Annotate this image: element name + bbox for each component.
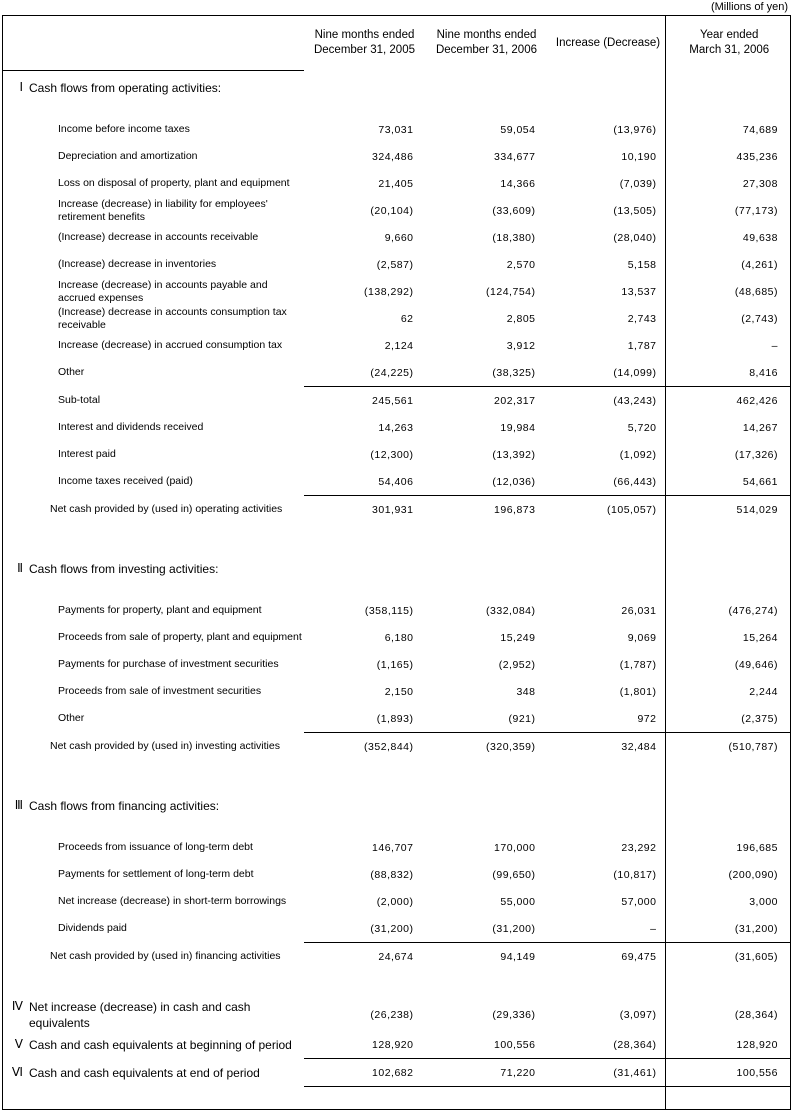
footer-cell: [426, 1087, 548, 1110]
row-value-year: (4,261): [669, 251, 791, 278]
table-body: [3, 71, 791, 1110]
table-row: [3, 651, 791, 678]
row-label: Payments for settlement of long-term debt: [58, 868, 254, 880]
cell-empty: [426, 71, 548, 106]
row-value-change: (14,099): [613, 366, 657, 379]
cell-empty: [304, 789, 426, 823]
row-value-year: 27,308: [669, 170, 791, 197]
row-value-year: (17,326): [669, 441, 791, 468]
row-value-year: 15,264: [669, 624, 791, 651]
row-label: Depreciation and amortization: [58, 150, 198, 162]
row-value-2006: 94,149: [426, 943, 548, 971]
cell-empty: [548, 71, 669, 106]
spacer-cell: [304, 760, 426, 789]
row-label: Payments for purchase of investment securities: [58, 658, 279, 670]
row-value-2005: 14,263: [378, 421, 414, 434]
row-value-2006: (2,952): [498, 658, 536, 671]
section-label-financing: Ⅲ Cash flows from financing activities:: [3, 789, 304, 823]
row-value-change: 32,484: [548, 733, 669, 761]
row-label: Increase (decrease) in accounts payable and accrued expenses: [58, 279, 268, 304]
row-value-year: –: [669, 332, 791, 359]
row-value-change: 69,475: [548, 943, 669, 971]
row-label: (Increase) decrease in accounts consumption tax receivable: [58, 306, 287, 331]
table-row: [3, 251, 791, 278]
section-heading-operating: [3, 71, 791, 106]
row-value-2006: 170,000: [494, 841, 536, 854]
row-value-2006: (18,380): [492, 231, 536, 244]
spacer-cell: [426, 523, 548, 552]
spacer-cell: [669, 970, 791, 999]
row-value-year: (48,685): [669, 278, 791, 305]
row-value-2006: 348: [516, 685, 536, 698]
row-value-year: 74,689: [669, 116, 791, 143]
row-value-2006: (320,359): [426, 733, 548, 761]
table-row: [3, 705, 791, 733]
row-label: Increase (decrease) in liability for employees' retirement benefits: [58, 198, 268, 223]
footer-cell: [3, 1087, 304, 1110]
row-label: Interest paid: [58, 448, 116, 460]
table-row: [3, 888, 791, 915]
section-roman-2: Ⅱ: [17, 561, 23, 575]
row-value-2006: 202,317: [426, 387, 548, 415]
table-row: [3, 468, 791, 496]
row-value-2005: 24,674: [304, 943, 426, 971]
units-caption: (Millions of yen): [710, 1, 788, 13]
row-value-year: 2,244: [669, 678, 791, 705]
row-value-2005: (352,844): [304, 733, 426, 761]
spacer-cell: [426, 105, 548, 116]
row-label: Dividends paid: [58, 922, 127, 935]
row-label: Ⅵ Cash and cash equivalents at end of period: [3, 1059, 304, 1087]
row-value-change: (31,461): [548, 1059, 669, 1087]
row-roman-6: Ⅵ: [11, 1064, 23, 1079]
cell-empty: [304, 552, 426, 586]
row-label: Interest and dividends received: [58, 421, 204, 433]
spacer-cell: [3, 760, 304, 789]
footer-cell: [548, 1087, 669, 1110]
header-col-1-line1: Nine months ended: [314, 29, 415, 42]
header-col-nine-months-2005: [304, 16, 426, 71]
spacer-cell: [548, 586, 669, 597]
row-value-2005: 146,707: [372, 841, 414, 854]
row-value-2006: 2,570: [506, 258, 536, 271]
spacer-cell: [304, 970, 426, 999]
row-value-2006: 19,984: [500, 421, 536, 434]
header-row: [3, 16, 791, 71]
row-label: Payments for property, plant and equipment: [58, 604, 262, 616]
row-label: Proceeds from issuance of long-term debt: [58, 841, 253, 853]
table-row: [3, 359, 791, 387]
row-value-2006: (13,392): [492, 448, 536, 461]
row-value-year: 3,000: [669, 888, 791, 915]
row-value-change: 13,537: [621, 285, 657, 298]
header-col-nine-months-2006: [426, 16, 548, 71]
table-row: [3, 861, 791, 888]
row-value-2005: (12,300): [370, 448, 414, 461]
spacer-cell: [304, 823, 426, 834]
row-value-2005: (1,165): [376, 658, 414, 671]
row-roman-4: Ⅳ: [11, 999, 23, 1013]
footer-cell: [304, 1087, 426, 1110]
row-value-2005: 9,660: [384, 231, 414, 244]
row-value-change: 1,787: [627, 339, 657, 352]
row-label: Income before income taxes: [58, 123, 190, 135]
row-roman-5: Ⅴ: [14, 1036, 23, 1051]
row-label: Loss on disposal of property, plant and equipment: [58, 177, 290, 189]
row-value-change: (3,097): [619, 1009, 657, 1021]
table-row: [3, 305, 791, 332]
table-row: [3, 170, 791, 197]
row-value-2006: (12,036): [492, 475, 536, 488]
spacer-cell: [669, 523, 791, 552]
spacer-row: [3, 823, 791, 834]
row-value-2005: (358,115): [364, 604, 414, 617]
spacer-cell: [3, 970, 304, 999]
section-label-operating: Ⅰ Cash flows from operating activities:: [3, 71, 304, 106]
row-value-2005: 301,931: [304, 496, 426, 524]
row-value-2006: (33,609): [492, 204, 536, 217]
cell-empty: [548, 552, 669, 586]
row-value-2005: (20,104): [370, 204, 414, 217]
row-value-change: 2,743: [627, 312, 657, 325]
table-row: [3, 116, 791, 143]
spacer-cell: [426, 586, 548, 597]
spacer-cell: [548, 105, 669, 116]
table-row: [3, 224, 791, 251]
header-col-increase-decrease: [548, 16, 669, 71]
row-value-year: (49,646): [669, 651, 791, 678]
table-row: [3, 441, 791, 468]
spacer-cell: [548, 760, 669, 789]
spacer-cell: [3, 586, 304, 597]
row-value-2006: 55,000: [500, 895, 536, 908]
cell-empty: [548, 789, 669, 823]
table-row: [3, 678, 791, 705]
row-value-2006: (38,325): [492, 366, 536, 379]
spacer-row: [3, 105, 791, 116]
row-value-2006: (332,084): [486, 604, 536, 617]
table-row-subtotal: [3, 387, 791, 415]
spacer-cell: [304, 586, 426, 597]
footer-cell: [669, 1087, 791, 1110]
spacer-cell: [3, 105, 304, 116]
section-label-investing: Ⅱ Cash flows from investing activities:: [3, 552, 304, 586]
row-value-2005: 21,405: [378, 177, 414, 190]
table-footer-band: [3, 1087, 791, 1110]
row-value-year: (31,605): [669, 943, 791, 971]
row-value-2005: 102,682: [304, 1059, 426, 1087]
row-value-2005: (1,893): [376, 712, 414, 725]
spacer-cell: [3, 823, 304, 834]
spacer-row: [3, 586, 791, 597]
row-label: Proceeds from sale of property, plant and equipment: [58, 631, 302, 643]
table-row: [3, 197, 791, 224]
row-value-year: (510,787): [669, 733, 791, 761]
row-label: Other: [58, 712, 85, 725]
row-value-2006: 334,677: [494, 150, 536, 163]
row-value-change: (28,040): [613, 231, 657, 244]
header-col-4-line2: March 31, 2006: [689, 44, 770, 57]
spacer-cell: [669, 760, 791, 789]
row-value-change: 26,031: [621, 604, 657, 617]
row-value-change: (1,787): [619, 658, 657, 671]
row-value-2006: (29,336): [492, 1009, 536, 1021]
cell-empty: [304, 71, 426, 106]
row-value-change: (13,976): [613, 123, 657, 136]
row-value-2005: 73,031: [378, 123, 414, 136]
row-value-year: 435,236: [669, 143, 791, 170]
row-value-2006: 71,220: [426, 1059, 548, 1087]
row-value-year: 8,416: [669, 359, 791, 387]
row-value-year: (2,743): [669, 305, 791, 332]
row-value-change: 9,069: [627, 631, 657, 644]
spacer-cell: [304, 523, 426, 552]
table-row: [3, 834, 791, 861]
row-value-2006: 100,556: [494, 1038, 536, 1051]
row-value-change: 23,292: [621, 841, 657, 854]
row-value-year: (31,200): [669, 915, 791, 943]
row-value-change: 5,158: [627, 258, 657, 271]
section-roman-3: Ⅲ: [14, 798, 23, 812]
row-value-2006: (31,200): [492, 922, 536, 935]
row-value-year: (476,274): [669, 597, 791, 624]
table-row-net: [3, 496, 791, 524]
cell-empty: [669, 71, 791, 106]
cell-empty: [426, 552, 548, 586]
table-row: [3, 597, 791, 624]
row-value-2006: 14,366: [500, 177, 536, 190]
row-value-change: (1,092): [619, 448, 657, 461]
row-value-2005: 2,124: [384, 339, 414, 352]
row-value-2005: 54,406: [378, 475, 414, 488]
row-value-year: 462,426: [669, 387, 791, 415]
row-value-year: 49,638: [669, 224, 791, 251]
row-value-2005: 128,920: [372, 1038, 414, 1051]
spacer-cell: [426, 970, 548, 999]
row-value-2006: (99,650): [492, 868, 536, 881]
row-value-change: (105,057): [548, 496, 669, 524]
row-label: Net cash provided by (used in) investing activities: [50, 739, 280, 752]
table-row-cash-beginning: [3, 1031, 791, 1059]
table-row: [3, 414, 791, 441]
row-label: Net cash provided by (used in) operating activities: [50, 502, 283, 515]
row-label: Net increase (decrease) in short-term borrowings: [58, 895, 287, 907]
spacer-cell: [669, 823, 791, 834]
row-value-2005: (2,587): [376, 258, 414, 271]
row-value-change: 972: [637, 712, 657, 725]
row-label: Income taxes received (paid): [58, 475, 193, 488]
row-value-change: (7,039): [619, 177, 657, 190]
row-value-year: 54,661: [669, 468, 791, 496]
cell-empty: [669, 789, 791, 823]
spacer-row: [3, 523, 791, 552]
row-value-2006: 196,873: [426, 496, 548, 524]
table-row: [3, 332, 791, 359]
row-value-change: (43,243): [548, 387, 669, 415]
section-roman-1: Ⅰ: [19, 80, 23, 94]
spacer-cell: [304, 105, 426, 116]
header-col-4-line1: Year ended: [700, 29, 759, 42]
row-value-change: (10,817): [613, 868, 657, 881]
row-value-2005: 245,561: [304, 387, 426, 415]
row-value-year: (200,090): [669, 861, 791, 888]
row-value-2005: 6,180: [384, 631, 414, 644]
row-value-2005: (24,225): [370, 366, 414, 379]
row-value-year: 14,267: [669, 414, 791, 441]
row-value-change: 10,190: [621, 150, 657, 163]
row-label: (Increase) decrease in accounts receivable: [58, 231, 259, 243]
row-value-2005: (26,238): [370, 1009, 414, 1021]
row-value-2005: (138,292): [364, 285, 414, 298]
spacer-row: [3, 760, 791, 789]
row-value-year: (77,173): [669, 197, 791, 224]
row-label: Sub-total: [58, 393, 101, 406]
row-value-year: 128,920: [669, 1031, 791, 1059]
row-value-2006: 59,054: [500, 123, 536, 136]
row-value-change: (66,443): [613, 475, 657, 488]
row-value-year: 514,029: [669, 496, 791, 524]
cash-flow-table: [2, 15, 791, 1110]
table-row: [3, 915, 791, 943]
section-heading-financing: [3, 789, 791, 823]
spacer-cell: [426, 760, 548, 789]
row-value-year: (2,375): [669, 705, 791, 733]
cell-empty: [426, 789, 548, 823]
row-value-change: 5,720: [627, 421, 657, 434]
table-row-net-increase: [3, 999, 791, 1031]
header-col-3-line1: Increase (Decrease): [555, 36, 661, 49]
table-row-net: [3, 733, 791, 761]
table-row: [3, 143, 791, 170]
row-value-2005: (2,000): [376, 895, 414, 908]
table-row-net: [3, 943, 791, 971]
row-label: Increase (decrease) in accrued consumption tax: [58, 339, 283, 351]
header-col-1-line2: December 31, 2005: [313, 44, 415, 57]
section-heading-investing: [3, 552, 791, 586]
spacer-cell: [548, 823, 669, 834]
row-label: (Increase) decrease in inventories: [58, 258, 217, 270]
spacer-cell: [426, 823, 548, 834]
row-value-2006: 15,249: [500, 631, 536, 644]
row-value-2006: 2,805: [506, 312, 536, 325]
row-value-change: –: [650, 922, 657, 935]
header-col-2-line1: Nine months ended: [436, 29, 537, 42]
cell-empty: [669, 552, 791, 586]
row-value-2005: 62: [400, 312, 414, 325]
row-value-change: (13,505): [613, 204, 657, 217]
row-value-change: (28,364): [613, 1038, 657, 1051]
table-header: [3, 16, 791, 71]
row-value-2006: (921): [508, 712, 536, 725]
row-value-2006: 3,912: [506, 339, 536, 352]
spacer-cell: [669, 586, 791, 597]
row-value-change: 57,000: [621, 895, 657, 908]
table-row: [3, 278, 791, 305]
table-row-cash-end: [3, 1059, 791, 1087]
row-value-2005: (88,832): [370, 868, 414, 881]
spacer-row: [3, 970, 791, 999]
spacer-cell: [3, 523, 304, 552]
row-value-2005: 2,150: [384, 685, 414, 698]
table-row: [3, 624, 791, 651]
row-value-year: 196,685: [669, 834, 791, 861]
row-value-year: 100,556: [669, 1059, 791, 1087]
row-value-2006: (124,754): [486, 285, 536, 298]
row-label: Ⅴ Cash and cash equivalents at beginning of period: [3, 1031, 304, 1059]
row-value-2005: 324,486: [372, 150, 414, 163]
row-value-2005: (31,200): [370, 922, 414, 935]
spacer-cell: [548, 523, 669, 552]
row-label: Ⅳ Net increase (decrease) in cash and cash equivalents: [3, 999, 304, 1031]
row-value-year: (28,364): [669, 999, 791, 1031]
row-label: Proceeds from sale of investment securities: [58, 685, 262, 697]
header-col-year-ended: [669, 16, 791, 71]
row-value-change: (1,801): [619, 685, 657, 698]
row-label: Other: [58, 366, 85, 379]
row-label: Net cash provided by (used in) financing activities: [50, 949, 281, 962]
header-label-col: [3, 16, 304, 71]
spacer-cell: [548, 970, 669, 999]
header-col-2-line2: December 31, 2006: [435, 44, 537, 57]
spacer-cell: [669, 105, 791, 116]
